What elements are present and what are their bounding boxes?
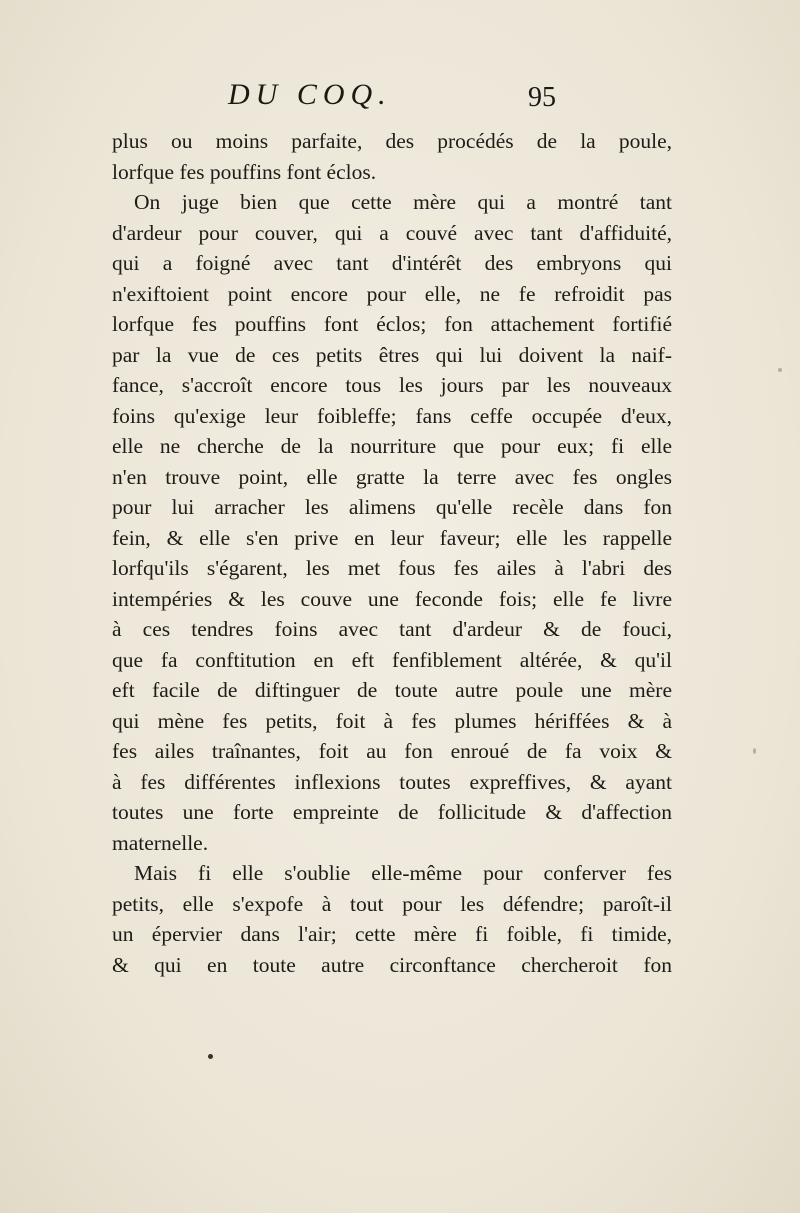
text-line: foins qu'exige leur foibleffe; fans ceffe occupée d'eux, xyxy=(112,403,672,428)
paragraph-2 xyxy=(112,187,672,858)
text-line: elle ne cherche de la nourriture que pour eux; fi elle xyxy=(112,434,672,458)
text-line: n'en trouve point, elle gratte la terre avec fes ongles xyxy=(112,464,672,489)
text-line: fes ailes traînantes, foit au fon enroué de fa voix & xyxy=(112,739,672,763)
text-line: Mais fi elle s'oublie elle-même pour conferver fes xyxy=(134,861,672,885)
text-line: lorfque fes pouffins font éclos. xyxy=(112,159,377,184)
text-line: petits, elle s'expofe à tout pour les défendre; paroît-il xyxy=(112,891,672,916)
paper-speck xyxy=(778,368,782,372)
text-line: à ces tendres foins avec tant d'ardeur & de fouci, xyxy=(112,617,672,641)
text-line: par la vue de ces petits êtres qui lui doivent la naif- xyxy=(112,342,672,367)
text-line: pour lui arracher les alimens qu'elle recèle dans fon xyxy=(112,495,672,519)
paper-speck xyxy=(753,748,756,754)
body-text xyxy=(112,126,672,980)
text-line: à fes différentes inflexions toutes expreffives, & ayant xyxy=(112,769,672,794)
text-line: fance, s'accroît encore tous les jours par les nouveaux xyxy=(112,373,672,397)
running-title: DU COQ. xyxy=(228,78,392,111)
text-line: qui a foigné avec tant d'intérêt des embryons qui xyxy=(112,251,672,275)
page-number: 95 xyxy=(528,82,556,113)
text-line: & qui en toute autre circonftance chercheroit fon xyxy=(112,952,672,977)
text-line: lorfque fes pouffins font éclos; fon attachement fortifié xyxy=(112,312,672,336)
text-line: d'ardeur pour couver, qui a couvé avec tant d'affiduité, xyxy=(112,220,672,245)
text-line: un épervier dans l'air; cette mère fi foible, fi timide, xyxy=(112,922,672,946)
text-line: eft facile de diftinguer de toute autre poule une mère xyxy=(112,678,672,702)
ink-mark xyxy=(208,1054,213,1059)
text-line: maternelle. xyxy=(112,830,209,855)
text-line: n'exiftoient point encore pour elle, ne fe refroidit pas xyxy=(112,281,672,306)
running-head xyxy=(0,78,800,118)
text-line: fein, & elle s'en prive en leur faveur; elle les rappelle xyxy=(112,525,672,550)
text-line: On juge bien que cette mère qui a montré tant xyxy=(134,190,672,214)
paragraph-1 xyxy=(112,126,672,187)
text-line: toutes une forte empreinte de follicitude & d'affection xyxy=(112,800,672,824)
text-line: plus ou moins parfaite, des procédés de la poule, xyxy=(112,129,672,153)
text-line: lorfqu'ils s'égarent, les met fous fes ailes à l'abri des xyxy=(112,556,672,580)
paragraph-3 xyxy=(112,858,672,980)
text-line: que fa conftitution en eft fenfiblement altérée, & qu'il xyxy=(112,647,672,672)
text-line: qui mène fes petits, foit à fes plumes hériffées & à xyxy=(112,708,672,733)
text-line: intempéries & les couve une feconde fois; elle fe livre xyxy=(112,586,672,611)
